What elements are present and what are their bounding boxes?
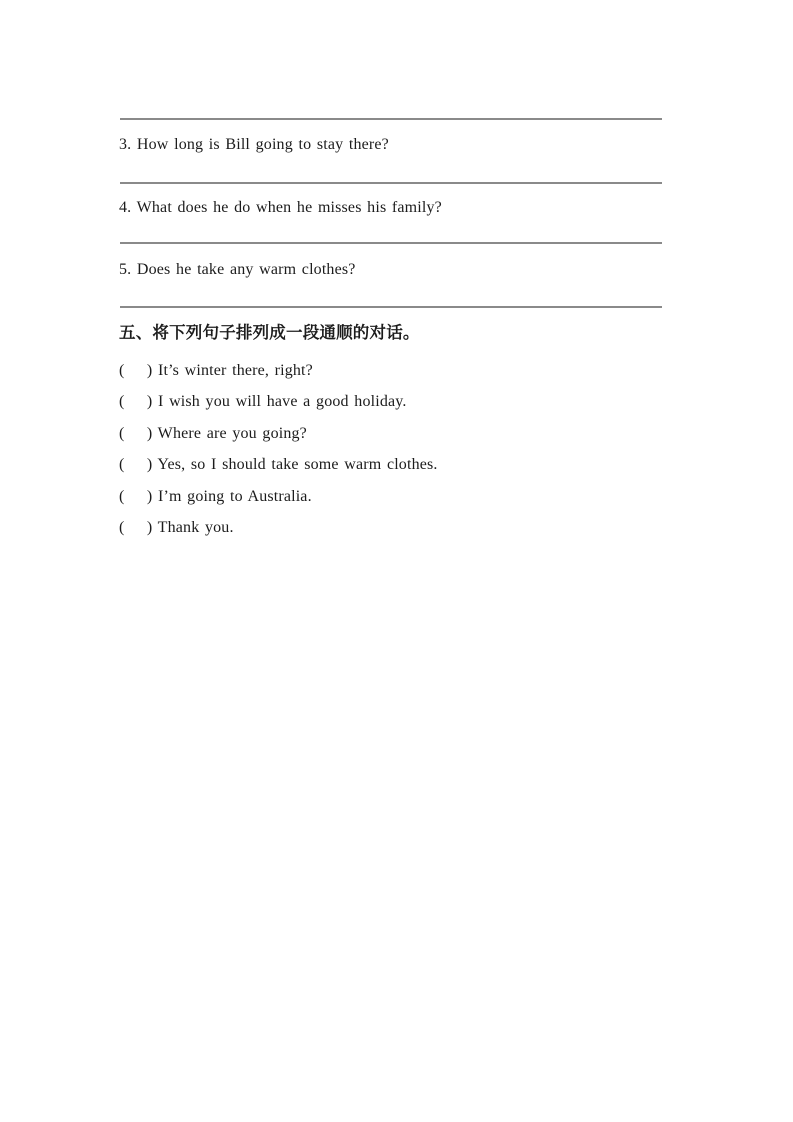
reading-question-3: 3. How long is Bill going to stay there?: [119, 136, 389, 153]
answer-blank-line: [120, 242, 662, 244]
ordering-item: ( ) I wish you will have a good holiday.: [119, 393, 407, 411]
ordering-item: ( ) Thank you.: [119, 519, 234, 537]
reading-question-4: 4. What does he do when he misses his family?: [119, 199, 442, 216]
ordering-item: ( ) Yes, so I should take some warm clothes.: [119, 456, 438, 474]
ordering-item: ( ) It’s winter there, right?: [119, 362, 313, 379]
reading-question-5: 5. Does he take any warm clothes?: [119, 261, 356, 278]
ordering-item: ( ) Where are you going?: [119, 424, 307, 442]
ordering-item: ( ) I’m going to Australia.: [119, 487, 312, 505]
answer-blank-line: [120, 182, 662, 184]
section-heading: 五、将下列句子排列成一段通顺的对话。: [119, 324, 420, 342]
answer-blank-line: [120, 118, 662, 120]
answer-blank-line: [120, 306, 662, 308]
ordering-list: [119, 355, 679, 543]
